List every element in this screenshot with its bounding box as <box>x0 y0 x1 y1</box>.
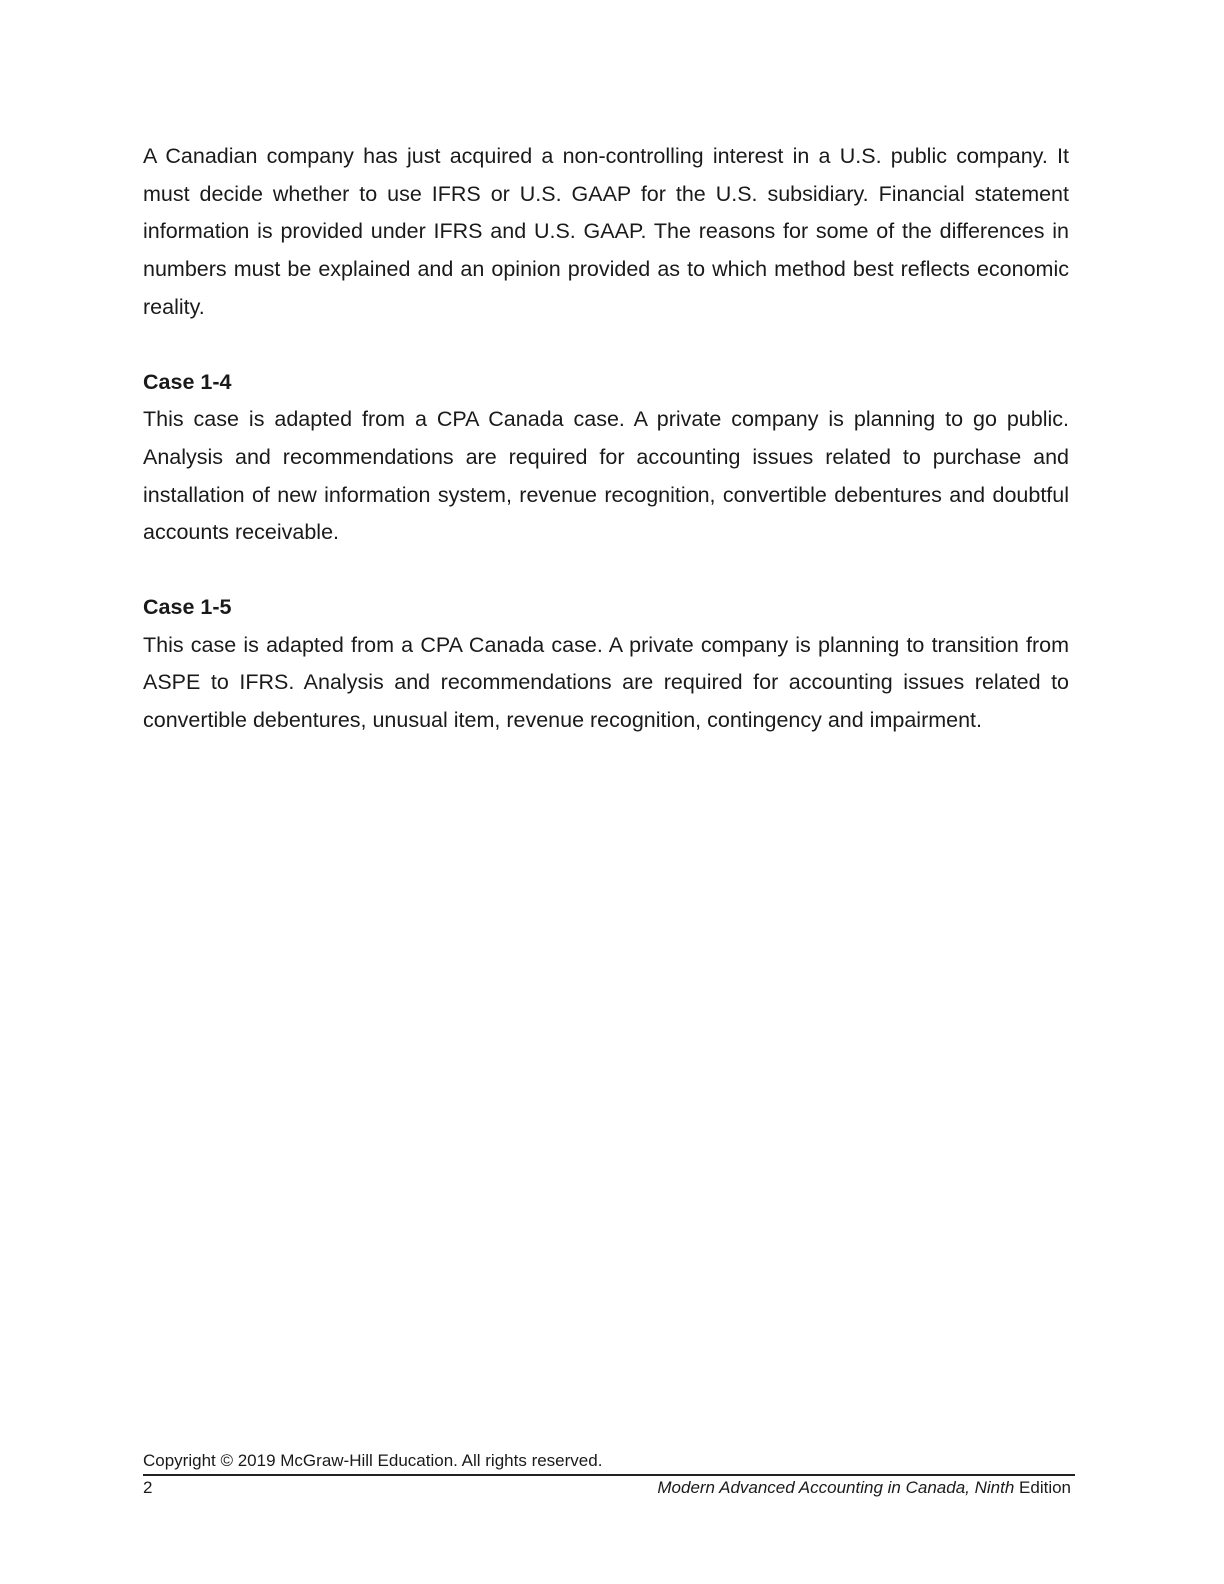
book-title <box>657 1476 1071 1500</box>
page-content <box>143 138 1069 740</box>
case-1-5-body: This case is adapted from a CPA Canada case. A private company is planning to transition from ASPE to IFRS. Analysis and recommendations are required for accounting issues related to convertible debentures, unusual item, revenue recognition, contingency and impairment. <box>143 632 1069 733</box>
book-title-edition: Edition <box>1014 1478 1071 1497</box>
case-1-5-heading: Case 1-5 <box>143 595 232 620</box>
intro-paragraph: A Canadian company has just acquired a non-controlling interest in a U.S. public company. It must decide whether to use IFRS or U.S. GAAP for the U.S. subsidiary. Financial statement information is provided under IFRS and U.S. GAAP. The reasons for some of the differences in numbers must be explained and an opinion provided as to which method best reflects economic reality. <box>143 144 1069 319</box>
page-number: 2 <box>143 1478 153 1497</box>
case-1-4-heading: Case 1-4 <box>143 369 232 394</box>
case-1-4-body: This case is adapted from a CPA Canada case. A private company is planning to go public. Analysis and recommendations are required for accounting issues related to purchase and installation of new information system, revenue recognition, convertible debentures and doubtful accounts receivable. <box>143 407 1069 545</box>
book-title-italic: Modern Advanced Accounting in Canada, Ninth <box>657 1478 1015 1497</box>
footer-copyright: Copyright © 2019 McGraw-Hill Education. All rights reserved. <box>143 1451 603 1470</box>
